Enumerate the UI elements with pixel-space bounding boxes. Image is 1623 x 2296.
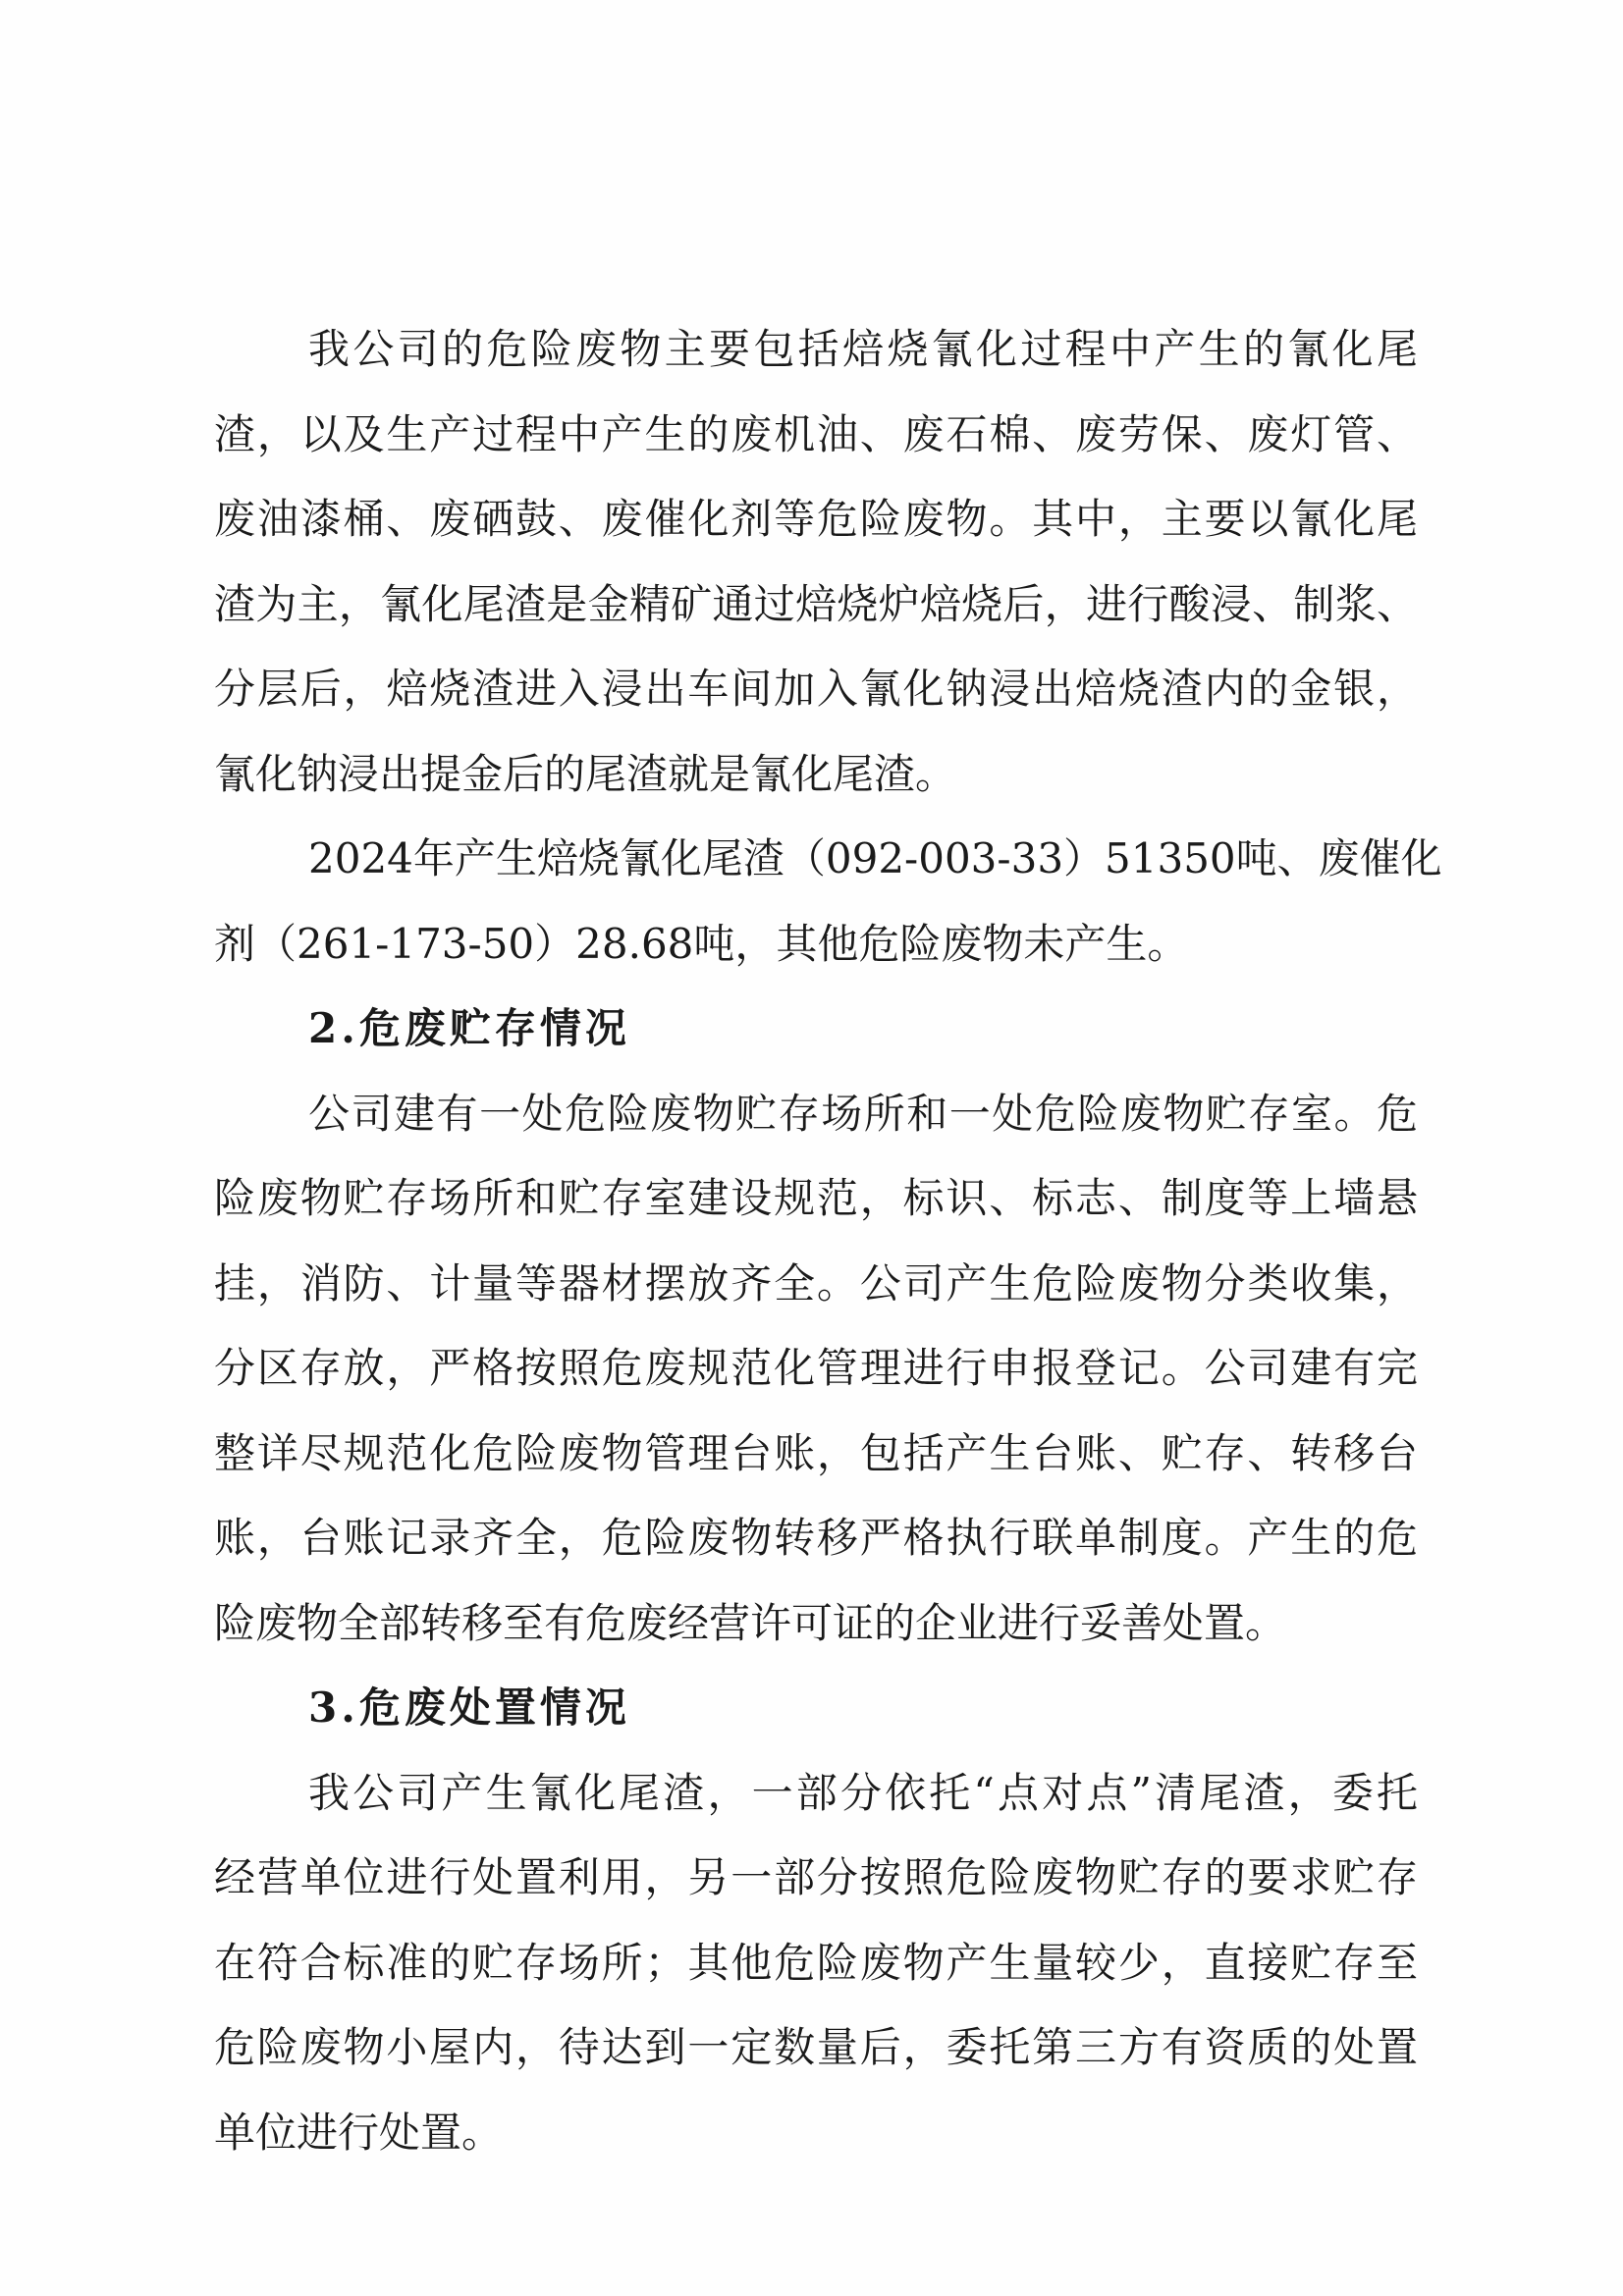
text-line: 险废物贮存场所和贮存室建设规范，标识、标志、制度等上墙悬	[214, 1174, 1418, 1222]
text-line: 公司建有一处危险废物贮存场所和一处危险废物贮存室。危	[308, 1089, 1418, 1138]
text-line: 分区存放，严格按照危废规范化管理进行申报登记。公司建有完	[214, 1344, 1418, 1392]
paragraph-disposal	[214, 1751, 1418, 2176]
document-body	[214, 307, 1442, 2175]
text-line: 危险废物小屋内，待达到一定数量后，委托第三方有资质的处置	[214, 2023, 1418, 2071]
text-line: 账，台账记录齐全，危险废物转移严格执行联单制度。产生的危	[214, 1514, 1418, 1562]
paragraph-2024-production	[214, 817, 1442, 987]
text-line: 经营单位进行处置利用，另一部分按照危险废物贮存的要求贮存	[214, 1853, 1418, 1901]
text-line: 单位进行处置。	[214, 2108, 504, 2157]
paragraph-storage	[214, 1072, 1418, 1667]
text-line: 渣，以及生产过程中产生的废机油、废石棉、废劳保、废灯管、	[214, 409, 1418, 458]
text-line: 我公司的危险废物主要包括焙烧氰化过程中产生的氰化尾	[308, 325, 1418, 373]
text-line: 在符合标准的贮存场所；其他危险废物产生量较少，直接贮存至	[214, 1938, 1418, 1987]
text-line: 分层后，焙烧渣进入浸出车间加入氰化钠浸出焙烧渣内的金银，	[214, 665, 1418, 713]
text-line: 我公司产生氰化尾渣，一部分依托“点对点”清尾渣，委托	[308, 1768, 1418, 1817]
text-line: 整详尽规范化危险废物管理台账，包括产生台账、贮存、转移台	[214, 1428, 1418, 1477]
paragraph-hazardous-waste-overview	[214, 307, 1418, 817]
section-heading-disposal: 3.危废处置情况	[308, 1683, 630, 1732]
text-line: 氰化钠浸出提金后的尾渣就是氰化尾渣。	[214, 749, 957, 798]
text-line: 险废物全部转移至有危废经营许可证的企业进行妥善处置。	[214, 1598, 1287, 1647]
section-heading-storage: 2.危废贮存情况	[308, 1004, 630, 1052]
text-line: 2024年产生焙烧氰化尾渣（092-003-33）51350吨、废催化	[308, 834, 1442, 882]
text-line: 废油漆桶、废硒鼓、废催化剂等危险废物。其中，主要以氰化尾	[214, 495, 1418, 543]
text-line: 渣为主，氰化尾渣是金精矿通过焙烧炉焙烧后，进行酸浸、制浆、	[214, 579, 1418, 628]
text-line: 挂，消防、计量等器材摆放齐全。公司产生危险废物分类收集，	[214, 1258, 1418, 1308]
text-line: 剂（261-173-50）28.68吨，其他危险废物未产生。	[214, 919, 1189, 968]
